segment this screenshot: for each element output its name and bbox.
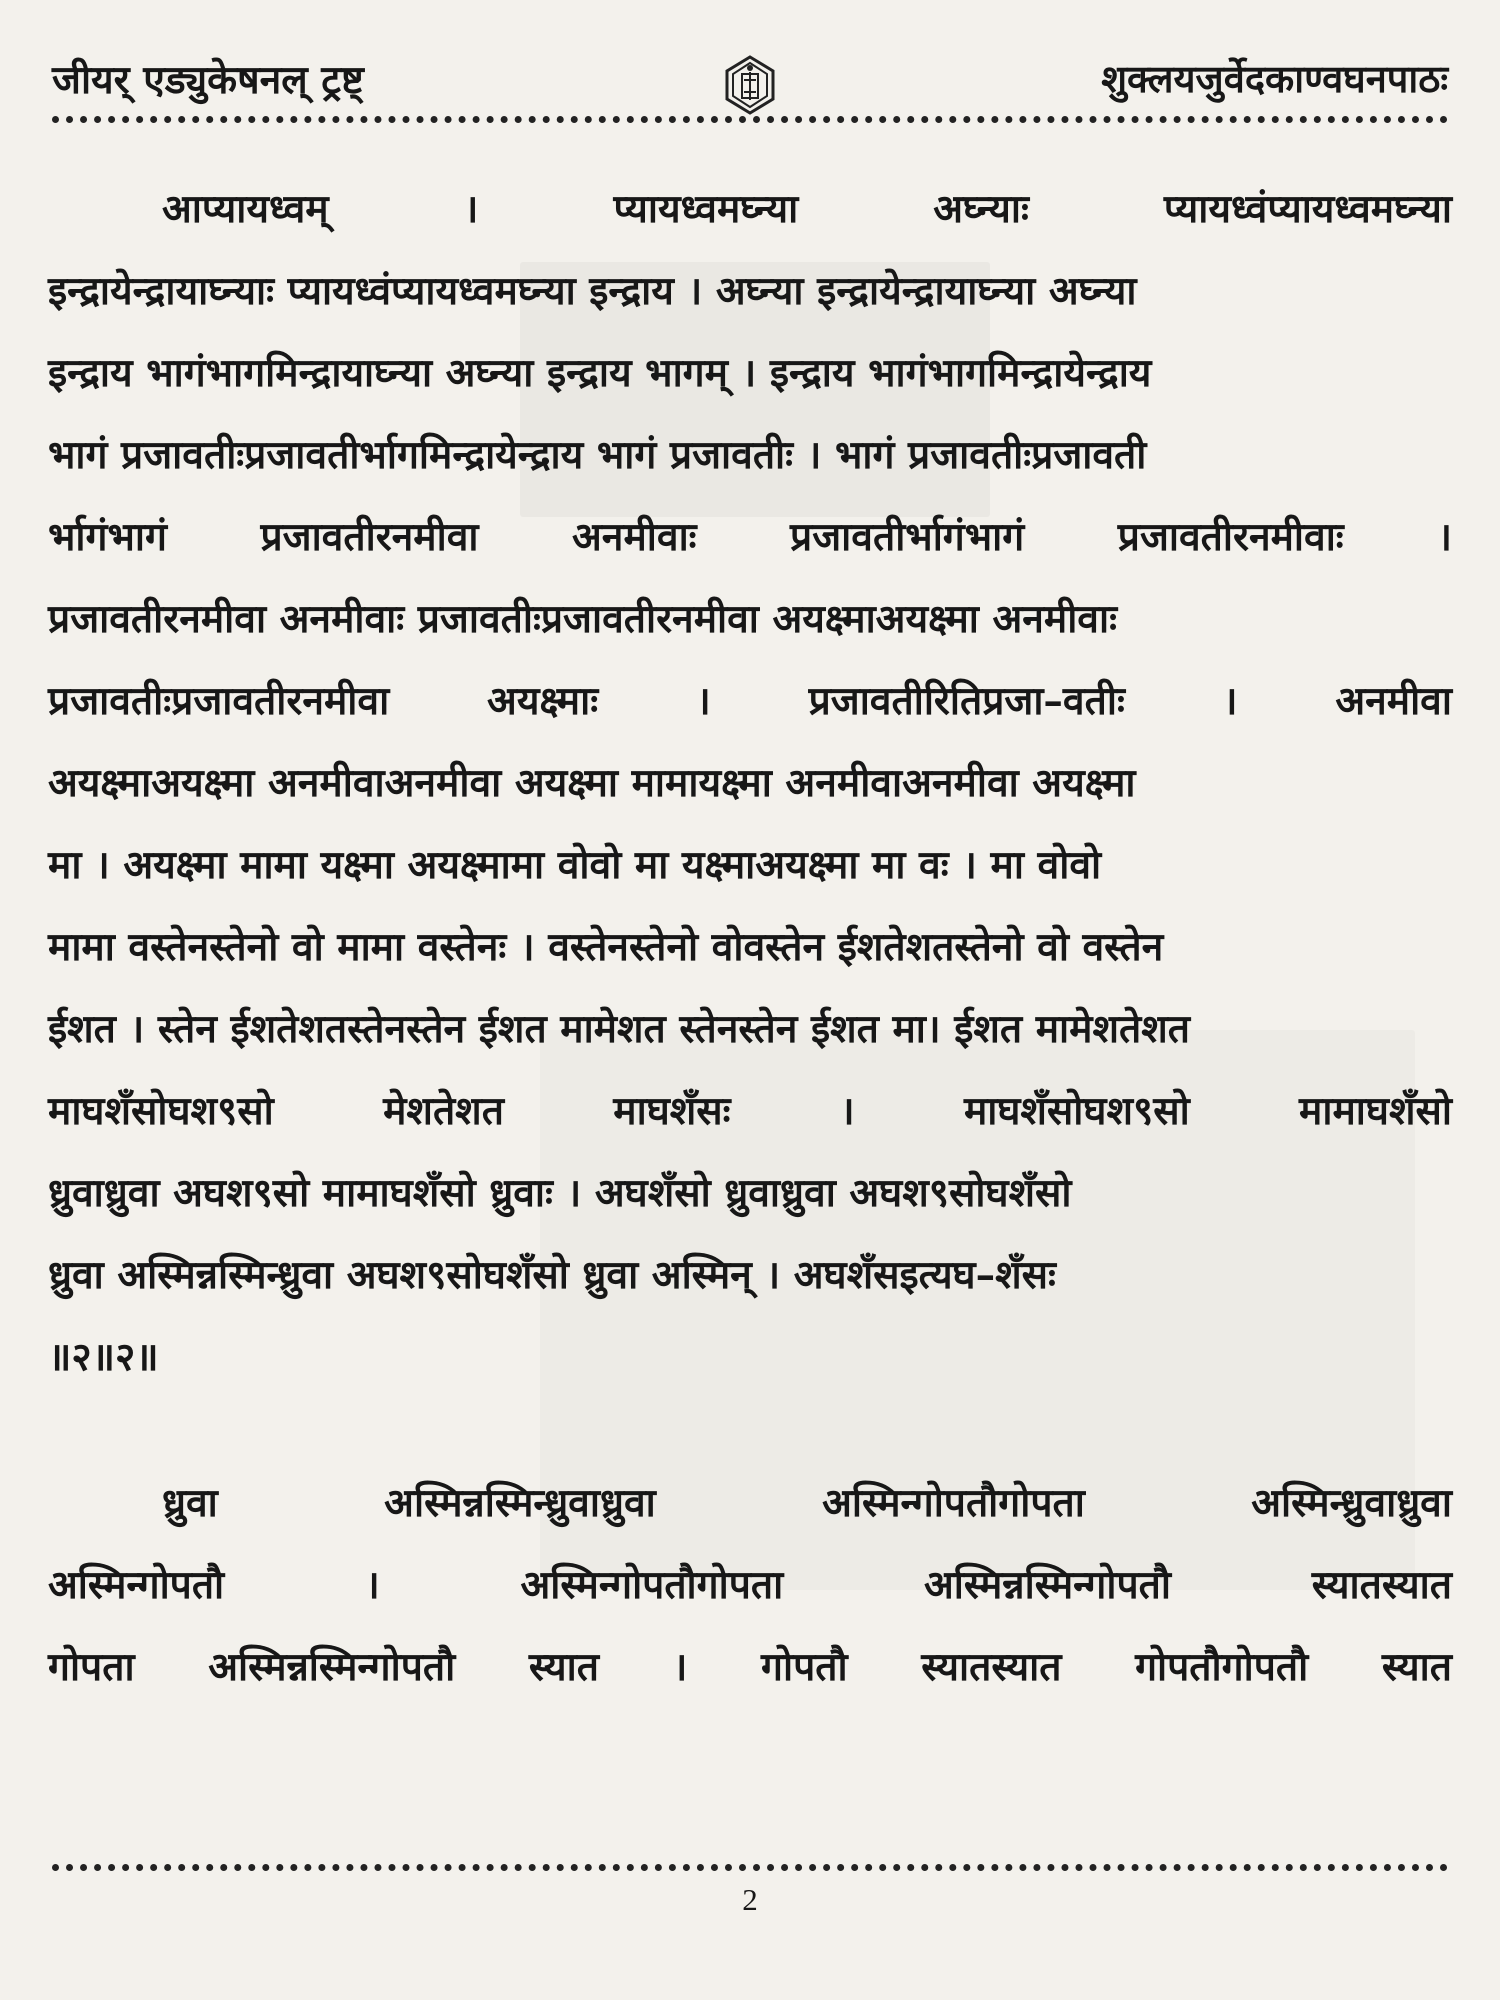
text-segment: ॥२॥२॥ — [48, 1334, 159, 1380]
paragraph-two — [48, 1462, 1452, 1708]
text-line — [48, 742, 1452, 824]
text-segment: मेशतेशत — [383, 1088, 504, 1134]
text-segment: माघशँसः — [613, 1088, 731, 1134]
text-line — [48, 1462, 1452, 1544]
text-segment: गोपता — [48, 1644, 135, 1690]
text-segment: गोपतौगोपतौ — [1135, 1644, 1309, 1690]
text-segment: इन्द्राय भागंभागमिन्द्रायाघ्न्या अघ्न्या इन्द्राय भागम् । इन्द्राय भागंभागमिन्द्रायेन्द्राय — [48, 350, 1152, 396]
text-segment: अस्मिन्गोपतौगोपता — [822, 1480, 1085, 1526]
text-segment: प्रजावतीःप्रजावतीरनमीवा — [48, 678, 390, 724]
text-segment: माघशँसोघश९सो — [48, 1088, 274, 1134]
paragraph-gap — [48, 1398, 1452, 1462]
text-line — [48, 496, 1452, 578]
text-line — [48, 168, 1452, 250]
text-segment: । — [695, 678, 711, 724]
text-segment: मामा वस्तेनस्तेनो वो मामा वस्तेनः । वस्तेनस्तेनो वोवस्तेन ईशतेशतस्तेनो वो वस्तेन — [48, 924, 1164, 970]
text-segment: अयक्ष्माअयक्ष्मा अनमीवाअनमीवा अयक्ष्मा मामायक्ष्मा अनमीवाअनमीवा अयक्ष्मा — [48, 760, 1136, 806]
text-segment: ईशत । स्तेन ईशतेशतस्तेनस्तेन ईशत मामेशत स्तेनस्तेन ईशत मा। ईशत मामेशतेशत — [48, 1006, 1190, 1052]
text-segment: अनमीवा — [1335, 678, 1452, 724]
text-segment: । — [1437, 514, 1452, 560]
text-line — [48, 250, 1452, 332]
top-dotted-divider — [52, 116, 1448, 123]
header-left-title: जीयर् एड्युकेषनल् ट्रष्ट् — [52, 57, 364, 103]
main-text-content — [48, 168, 1452, 1708]
text-segment: अस्मिन्नस्मिन्गोपतौ — [208, 1644, 456, 1690]
text-segment: माघशँसोघश९सो — [963, 1088, 1190, 1134]
text-segment: मामाघशँसो — [1299, 1088, 1452, 1134]
text-segment: अस्मिन्गोपतौगोपता — [520, 1562, 784, 1608]
header-right-title: शुक्लयजुर्वेदकाण्वघनपाठः — [1101, 56, 1448, 101]
text-line — [48, 906, 1452, 988]
text-line — [48, 1070, 1452, 1152]
text-line — [48, 1544, 1452, 1626]
text-segment: अस्मिन्नस्मिन्गोपतौ — [923, 1562, 1171, 1608]
text-segment: प्रजावतीर्भागंभागं — [790, 514, 1025, 560]
text-line — [48, 414, 1452, 496]
text-line — [48, 1626, 1452, 1708]
text-line — [48, 824, 1452, 906]
text-segment: प्यायध्वंप्यायध्वमघ्न्या — [1163, 186, 1452, 232]
emblem-icon — [723, 54, 777, 116]
text-segment: । — [463, 186, 479, 232]
text-segment: । — [839, 1088, 855, 1134]
text-line — [48, 1316, 1452, 1398]
text-line — [48, 578, 1452, 660]
text-segment: ध्रुवाध्रुवा अघश९सो मामाघशँसो ध्रुवाः । अघशँसो ध्रुवाध्रुवा अघश९सोघशँसो — [48, 1170, 1072, 1216]
text-segment: आप्यायध्वम् — [162, 186, 329, 232]
text-segment: अस्मिन्नस्मिन्ध्रुवाध्रुवा — [384, 1480, 656, 1526]
text-segment: प्रजावतीरनमीवा अनमीवाः प्रजावतीःप्रजावतीरनमीवा अयक्ष्माअयक्ष्मा अनमीवाः — [48, 596, 1117, 642]
text-segment: अघ्न्याः — [933, 186, 1029, 232]
text-segment: स्यात — [1381, 1644, 1452, 1690]
text-segment: मा । अयक्ष्मा मामा यक्ष्मा अयक्ष्मामा वोवो मा यक्ष्माअयक्ष्मा मा वः । मा वोवो — [48, 842, 1102, 888]
text-segment: । — [1222, 678, 1238, 724]
text-segment: प्रजावतीरनमीवाः — [1117, 514, 1344, 560]
text-line — [48, 1234, 1452, 1316]
text-line — [48, 332, 1452, 414]
text-line — [48, 988, 1452, 1070]
text-segment: स्यात — [528, 1644, 599, 1690]
text-segment: अनमीवाः — [572, 514, 697, 560]
text-segment: । — [672, 1644, 688, 1690]
text-segment: अस्मिन्गोपतौ — [48, 1562, 225, 1608]
text-segment: प्रजावतीरनमीवा — [260, 514, 479, 560]
text-segment: भागं प्रजावतीःप्रजावतीर्भागमिन्द्रायेन्द्राय भागं प्रजावतीः । भागं प्रजावतीःप्रजावती — [48, 432, 1147, 478]
text-segment: अस्मिन्ध्रुवाध्रुवा — [1251, 1480, 1452, 1526]
text-segment: इन्द्रायेन्द्रायाघ्न्याः प्यायध्वंप्यायध्वमघ्न्या इन्द्राय । अघ्न्या इन्द्रायेन्द्रायाघ्न्या अघ्न्या — [48, 268, 1137, 314]
text-segment: प्रजावतीरितिप्रजा–वतीः — [808, 678, 1125, 724]
text-segment: र्भागंभागं — [48, 514, 167, 560]
text-line — [48, 1152, 1452, 1234]
page-header — [52, 52, 1448, 122]
text-segment: ध्रुवा अस्मिन्नस्मिन्ध्रुवा अघश९सोघशँसो ध्रुवा अस्मिन् । अघशँसइत्यघ–शँसः — [48, 1252, 1056, 1298]
text-segment: स्यातस्यात — [1311, 1562, 1452, 1608]
text-segment: स्यातस्यात — [921, 1644, 1062, 1690]
text-segment: अयक्ष्माः — [487, 678, 599, 724]
page-number: 2 — [742, 1882, 758, 1917]
text-line — [48, 660, 1452, 742]
text-segment: गोपतौ — [761, 1644, 848, 1690]
bottom-dotted-divider — [52, 1864, 1448, 1871]
paragraph-one — [48, 168, 1452, 1398]
text-segment: प्यायध्वमघ्न्या — [613, 186, 799, 232]
text-segment: ध्रुवा — [162, 1480, 218, 1526]
text-segment: । — [364, 1562, 380, 1608]
